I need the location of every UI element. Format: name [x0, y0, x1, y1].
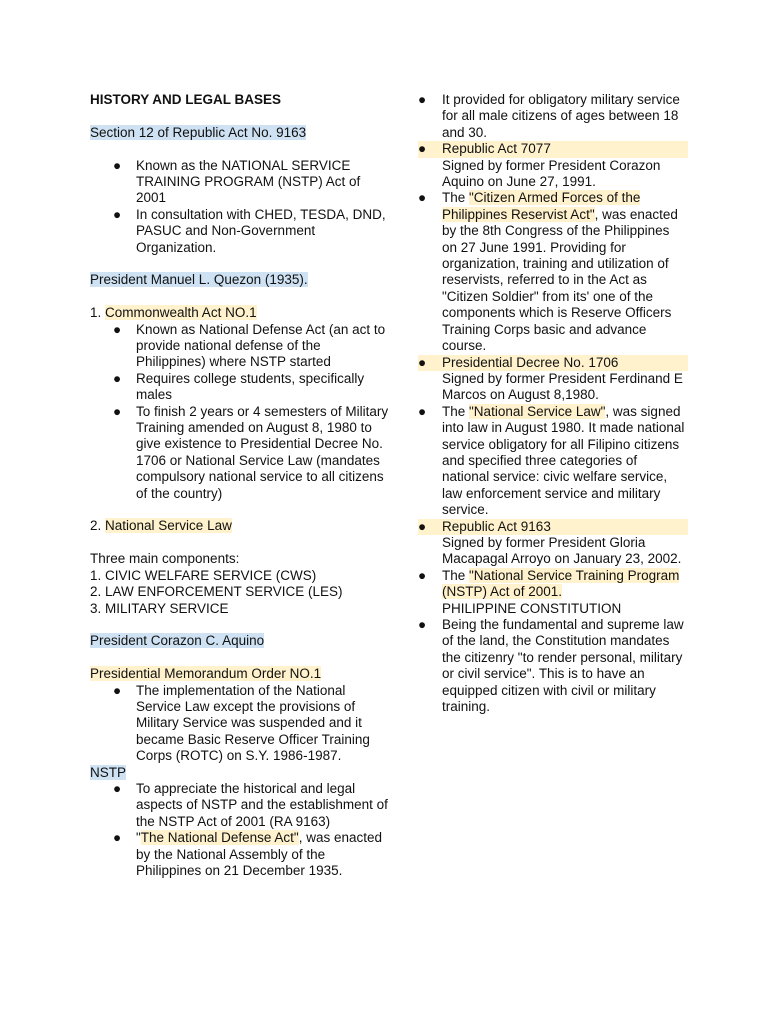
bullet-icon: ●	[418, 354, 427, 370]
list-item: ● Being the fundamental and supreme law of the land, the Constitution mandates the citizenry "to render personal, military or civil service". This is to have an equipped citizen with civil or military training.	[418, 617, 684, 715]
component-item: 3. MILITARY SERVICE	[90, 600, 229, 616]
left-column	[90, 92, 390, 879]
component-item: 1. CIVIC WELFARE SERVICE (CWS)	[90, 567, 317, 583]
list-item: ● In consultation with CHED, TESDA, DND, PASUC and Non-Government Organization.	[113, 206, 386, 255]
aquino-heading: President Corazon C. Aquino	[90, 633, 265, 649]
bullet-icon: ●	[418, 518, 427, 534]
list-item: Signed by former President Corazon Aquino on June 27, 1991.	[442, 157, 661, 190]
bullet-icon: ●	[418, 403, 427, 419]
republic-act-7077-heading: ● Republic Act 7077	[418, 141, 688, 157]
bullet-icon: ●	[418, 92, 427, 107]
component-item: 2. LAW ENFORCEMENT SERVICE (LES)	[90, 584, 343, 600]
presidential-decree-1706-heading: ● Presidential Decree No. 1706	[418, 355, 688, 371]
bullet-icon: ●	[113, 403, 122, 419]
list-item: ● The implementation of the National Service Law except the provisions of Military Service was suspended and it became Basic Reserve Officer Training Corps (ROTC) on S.Y. 1986-1987.	[113, 682, 370, 764]
document-title: HISTORY AND LEGAL BASES	[90, 92, 282, 107]
bullet-icon: ●	[418, 567, 427, 583]
components-title: Three main components:	[90, 551, 240, 567]
philippine-constitution-label: PHILIPPINE CONSTITUTION	[442, 600, 622, 616]
list-item: Signed by former President Ferdinand E Marcos on August 8,1980.	[442, 370, 683, 403]
list-item: ● To appreciate the historical and legal aspects of NSTP and the establishment of the NSTP Act of 2001 (RA 9163)	[113, 780, 388, 829]
bullet-icon: ●	[113, 321, 122, 337]
right-column	[418, 92, 688, 715]
bullet-icon: ●	[113, 206, 122, 222]
list-item: ● It provided for obligatory military service for all male citizens of ages between 18 and 30.	[418, 92, 680, 140]
bullet-icon: ●	[418, 617, 427, 632]
memorandum-order-heading: Presidential Memorandum Order NO.1	[90, 666, 322, 682]
list-item: ● To finish 2 years or 4 semesters of Military Training amended on August 8, 1980 to give existence to Presidential Decree No. 1706 or National Service Law (mandates compulsory national service to all citizens of the country)	[113, 403, 389, 501]
bullet-icon: ●	[113, 830, 122, 846]
quezon-heading: President Manuel L. Quezon (1935).	[90, 272, 308, 288]
bullet-icon: ●	[113, 682, 122, 698]
bullet-icon: ●	[113, 370, 122, 386]
bullet-icon: ●	[418, 190, 427, 206]
commonwealth-act-heading: 1. Commonwealth Act NO.1	[90, 305, 257, 321]
nstp-heading: NSTP	[90, 764, 127, 780]
bullet-icon: ●	[418, 141, 427, 157]
republic-act-9163-heading: ● Republic Act 9163	[418, 519, 688, 535]
list-item: ● The "National Service Law", was signed into law in August 1980. It made national service obligatory for all Filipino citizens and specified three categories of national service: civic welfare service, law enforcement service and military service.	[418, 403, 685, 518]
list-item: ● Requires college students, specifically males	[113, 370, 365, 403]
list-item: ● Known as National Defense Act (an act to provide national defense of the Philippines) where NSTP started	[113, 321, 386, 370]
bullet-icon: ●	[113, 157, 122, 173]
list-item: ● Known as the NATIONAL SERVICE TRAINING PROGRAM (NSTP) Act of 2001	[113, 157, 361, 206]
list-item: ● The "National Service Training Program (NSTP) Act of 2001. PHILIPPINE CONSTITUTION	[418, 567, 680, 616]
list-item: ● The "Citizen Armed Forces of the Philippines Reservist Act", was enacted by the 8th Congress of the Philippines on 27 June 1991. Providing for organization, training and utilization of reservists, referred to in the Act as "Citizen Soldier" from its' one of the components which is Reserve Officers Training Corps basic and advance course.	[418, 190, 678, 354]
section-12-heading: Section 12 of Republic Act No. 9163	[90, 124, 307, 140]
list-item: ● "The National Defense Act", was enacted by the National Assembly of the Philippines on 21 December 1935.	[113, 830, 382, 878]
national-service-law-heading: 2. National Service Law	[90, 518, 232, 534]
bullet-icon: ●	[113, 780, 122, 796]
list-item: Signed by former President Gloria Macapagal Arroyo on January 23, 2002.	[442, 534, 682, 567]
